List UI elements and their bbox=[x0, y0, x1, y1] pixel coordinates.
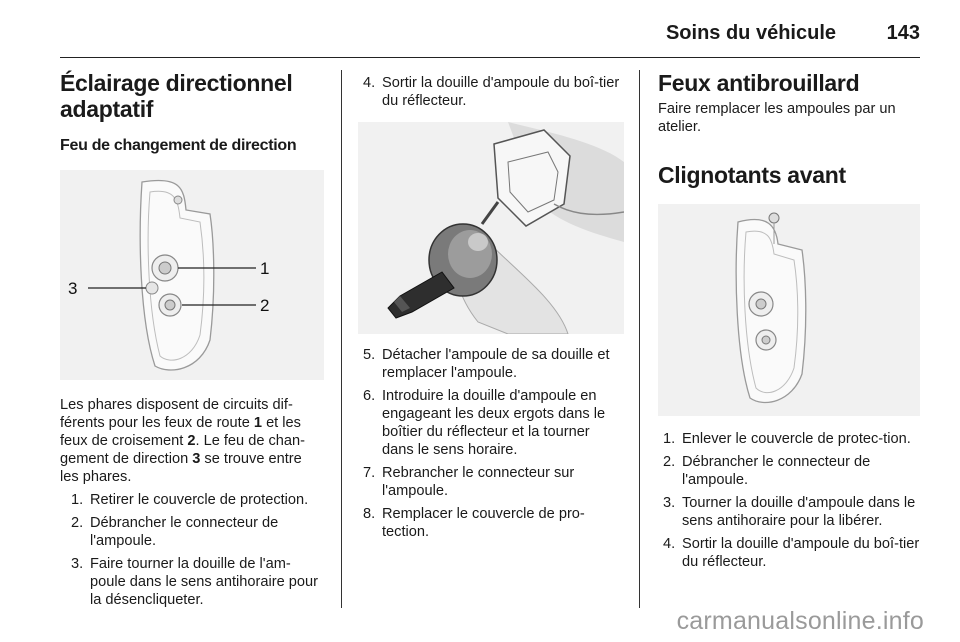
bulb-figure bbox=[358, 122, 624, 334]
list-item: 5. Détacher l'ampoule de sa douille et remplacer l'ampoule. bbox=[363, 347, 610, 381]
turn-signals-heading: Clignotants avant bbox=[658, 162, 846, 188]
headlamp-illustration bbox=[60, 170, 324, 380]
callout-1: 1 bbox=[260, 259, 270, 278]
page-number: 143 bbox=[886, 22, 920, 44]
list-item: 2. Débrancher le connecteur de l'ampoule. bbox=[71, 515, 279, 549]
heading-line-2: adaptatif bbox=[60, 96, 154, 122]
turn-signal-figure bbox=[658, 204, 920, 416]
section-title: Soins du véhicule bbox=[665, 22, 836, 44]
intro-paragraph: Les phares disposent de circuits dif- férents pour les feux de route 1 et les feux de croisement 2. Le feu de chan-gement de direction 3 se trouve entre les phares. bbox=[60, 397, 306, 485]
list-item: 4. Sortir la douille d'ampoule du boî-tier du réflecteur. bbox=[363, 75, 620, 109]
page-header bbox=[60, 18, 920, 58]
section-heading bbox=[60, 70, 324, 122]
column-middle bbox=[358, 70, 624, 541]
list-item: 1. Enlever le couvercle de protec-tion. bbox=[663, 431, 911, 447]
list-item: 6. Introduire la douille d'ampoule en engageant les deux ergots dans le boîtier du réflecteur et la tourner dans le sens horaire. bbox=[363, 388, 606, 458]
step-list-3 bbox=[658, 430, 922, 571]
list-item: 3. Tourner la douille d'ampoule dans le sens antihoraire pour la libérer. bbox=[663, 495, 916, 529]
headlamp-figure bbox=[60, 170, 324, 380]
column-divider-2 bbox=[639, 70, 640, 608]
list-item: 8. Remplacer le couvercle de pro-tection. bbox=[363, 506, 585, 540]
column-left bbox=[60, 70, 324, 609]
callout-2: 2 bbox=[260, 296, 270, 315]
fog-lamps-heading: Feux antibrouillard bbox=[658, 70, 860, 96]
step-list-2b bbox=[358, 346, 624, 541]
turn-signal-illustration bbox=[658, 204, 920, 416]
list-item: 7. Rebrancher le connecteur sur l'ampoule. bbox=[363, 465, 575, 499]
subheading: Feu de changement de direction bbox=[60, 137, 297, 154]
fog-lamps-text: Faire remplacer les ampoules par un atelier. bbox=[658, 101, 896, 135]
list-item: 4. Sortir la douille d'ampoule du boî-tier du réflecteur. bbox=[663, 536, 920, 570]
list-item: 3. Faire tourner la douille de l'am-poule dans le sens antihoraire pour la désencliqueter. bbox=[71, 556, 318, 608]
step-list-1 bbox=[60, 491, 324, 609]
column-right bbox=[658, 70, 922, 571]
watermark: carmanualsonline.info bbox=[676, 607, 924, 635]
list-item: 2. Débrancher le connecteur de l'ampoule. bbox=[663, 454, 871, 488]
list-item: 1. Retirer le couvercle de protection. bbox=[71, 492, 309, 508]
column-divider-1 bbox=[341, 70, 342, 608]
callout-3: 3 bbox=[68, 279, 78, 298]
step-list-2a bbox=[358, 74, 624, 110]
heading-line-1: Éclairage directionnel bbox=[60, 70, 293, 96]
bulb-socket-illustration bbox=[358, 122, 624, 334]
